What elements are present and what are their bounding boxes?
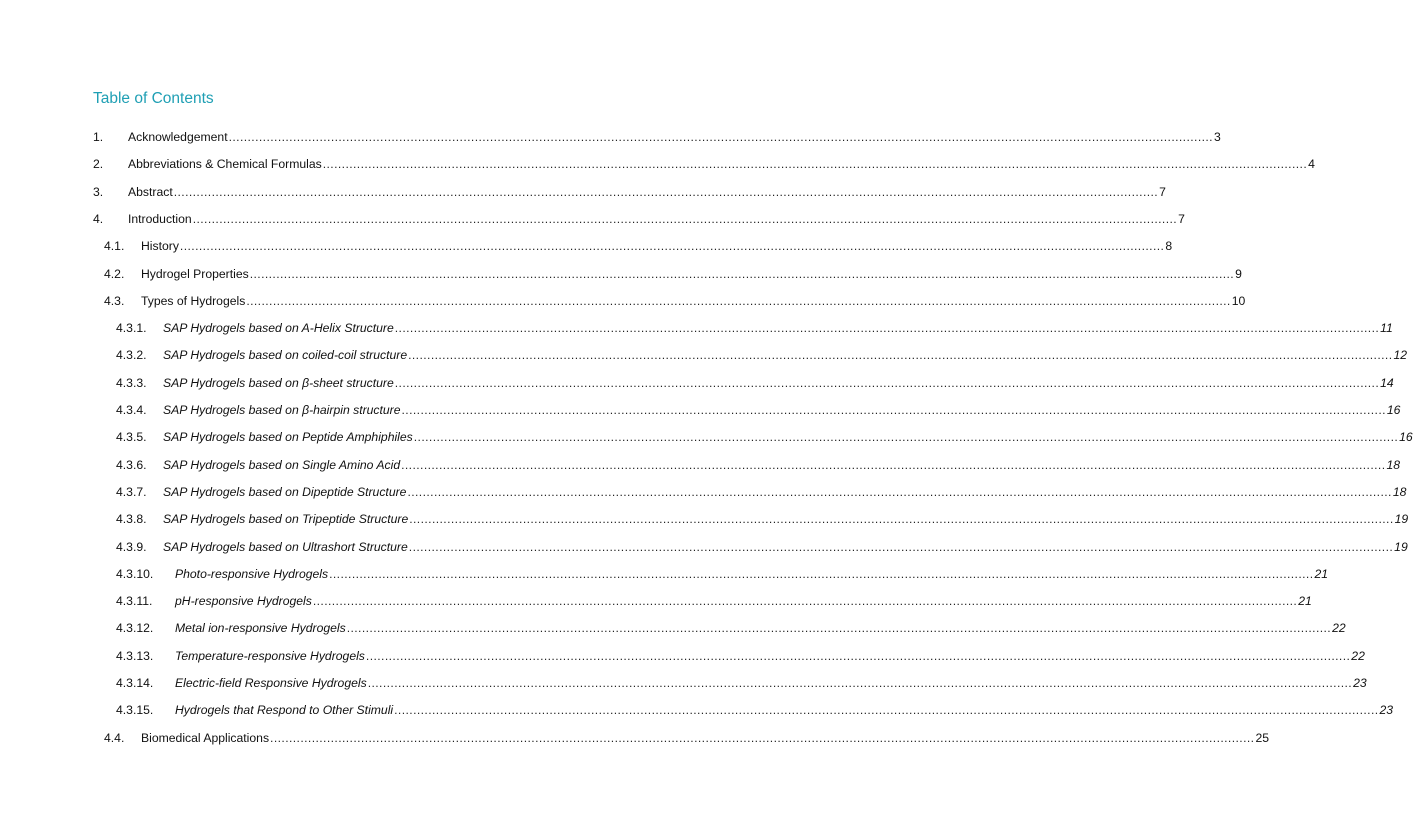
toc-entry[interactable] [0,593,1312,609]
toc-entry-line [163,320,1393,336]
toc-entry-line [163,511,1409,527]
toc-entry-number: 4.3.15. [116,703,154,718]
toc-entry-number: 4.2. [104,266,125,281]
toc-entry-label: pH-responsive Hydrogels [175,594,312,609]
toc-entry-label: Temperature-responsive Hydrogels [175,648,365,663]
toc-entry-page-number: 23 [1379,703,1394,718]
toc-entry-line [163,347,1408,363]
toc-dot-leader: .................................................................................................................................................................................................................................................................... [192,211,1178,226]
toc-entry-line [163,457,1401,473]
toc-entry-line [141,238,1173,254]
toc-entry[interactable] [0,702,1394,718]
toc-entry-number: 4.3.10. [116,566,154,581]
toc-entry-line [141,293,1246,309]
toc-entry-line [175,566,1329,582]
toc-dot-leader: .................................................................................................................................................................................................................................................................... [270,730,1255,745]
toc-entry-line [163,484,1407,500]
toc-entry-label: Photo-responsive Hydrogels [175,566,329,581]
toc-entry-number: 4.3.4. [116,403,147,417]
toc-entry-label: SAP Hydrogels based on Ultrashort Structure [163,539,408,554]
toc-entry-page-number: 16 [1399,430,1413,445]
toc-entry-label: SAP Hydrogels based on coiled-coil structure [163,348,408,363]
toc-entry[interactable] [0,211,1185,227]
toc-entry-label: Abstract [128,184,173,199]
toc-entry-label: Introduction [128,211,192,226]
toc-entry-number: 4.3.1. [116,321,147,336]
toc-entry[interactable] [0,184,1166,200]
toc-entry-number: 4.1. [104,239,125,254]
toc-entry-label: Biomedical Applications [141,730,270,745]
toc-dot-leader: .................................................................................................................................................................................................................................................................... [246,293,1231,308]
toc-entry-label: Electric-field Responsive Hydrogels [175,676,367,690]
toc-entry-page-number: 22 [1332,621,1346,636]
toc-entry-label: Types of Hydrogels [141,293,246,308]
toc-entry-page-number: 14 [1380,375,1394,390]
toc-entry-line [175,620,1346,636]
toc-entry-number: 2. [93,157,104,172]
toc-entry-page-number: 16 [1386,403,1401,417]
toc-dot-leader: .................................................................................................................................................................................................................................................................... [394,321,1380,336]
toc-dot-leader: .................................................................................................................................................................................................................................................................... [407,484,1392,499]
toc-entry-page-number: 19 [1394,539,1408,554]
toc-entry-number: 4.3.6. [116,457,147,472]
toc-entry[interactable] [0,293,1246,309]
toc-entry[interactable] [0,402,1401,418]
toc-dot-leader: .................................................................................................................................................................................................................................................................... [409,512,1394,527]
toc-dot-leader: .................................................................................................................................................................................................................................................................... [173,184,1159,199]
toc-entry-page-number: 25 [1255,730,1269,745]
toc-dot-leader: .................................................................................................................................................................................................................................................................... [367,676,1353,690]
toc-entry-label: Metal ion-responsive Hydrogels [175,621,346,636]
toc-entry[interactable] [0,238,1173,254]
toc-entry-label: SAP Hydrogels based on Peptide Amphiphiles [163,430,413,445]
toc-entry-line [128,129,1221,145]
toc-dot-leader: .................................................................................................................................................................................................................................................................... [401,457,1386,472]
toc-entry[interactable] [0,484,1407,500]
toc-entry-page-number: 7 [1178,211,1185,226]
toc-entry[interactable] [0,156,1315,172]
toc-entry-line [175,675,1367,691]
toc-entry-number: 4.3.3. [116,375,147,390]
toc-entry[interactable] [0,129,1221,145]
toc-entry-page-number: 23 [1353,676,1367,690]
toc-entry-number: 4.4. [104,730,125,745]
toc-title: Table of Contents [93,90,214,107]
toc-entry[interactable] [0,457,1401,473]
toc-entry-page-number: 9 [1235,266,1242,281]
toc-entry-number: 1. [93,130,104,144]
toc-entry-number: 4.3.14. [116,676,154,690]
toc-entry-label: SAP Hydrogels based on Tripeptide Structure [163,512,409,527]
toc-entry-line [163,429,1413,445]
toc-entry-page-number: 10 [1231,293,1246,308]
toc-dot-leader: .................................................................................................................................................................................................................................................................... [228,130,1213,144]
toc-entry-page-number: 7 [1159,184,1166,199]
toc-entry-number: 4. [93,211,104,226]
toc-entry-line [141,266,1242,282]
toc-entry-label: History [141,239,179,254]
toc-entry-number: 4.3.8. [116,512,147,527]
toc-entry-line [175,593,1312,609]
toc-entry[interactable] [0,429,1413,445]
toc-dot-leader: .................................................................................................................................................................................................................................................................... [401,403,1386,417]
toc-entry-label: Abbreviations & Chemical Formulas [128,157,322,172]
toc-entry-label: Hydrogels that Respond to Other Stimuli [175,703,394,718]
toc-entry-line [163,402,1401,418]
toc-entry-label: SAP Hydrogels based on Single Amino Acid [163,457,401,472]
toc-entry-label: Hydrogel Properties [141,266,249,281]
toc-dot-leader: .................................................................................................................................................................................................................................................................... [346,621,1332,636]
toc-entry-label: SAP Hydrogels based on A-Helix Structure [163,321,394,336]
toc-entry-page-number: 18 [1392,484,1407,499]
toc-entry-page-number: 18 [1386,457,1401,472]
toc-entry[interactable] [0,375,1394,391]
toc-entry-page-number: 19 [1394,512,1409,527]
toc-entry-page-number: 8 [1165,239,1173,254]
toc-dot-leader: .................................................................................................................................................................................................................................................................... [413,430,1399,445]
toc-entry-line [163,375,1394,391]
toc-entry[interactable] [0,730,1269,746]
toc-entry-number: 4.3.9. [116,539,147,554]
toc-dot-leader: .................................................................................................................................................................................................................................................................... [365,648,1351,663]
toc-entry[interactable] [0,620,1346,636]
toc-entry-line [128,184,1166,200]
toc-dot-leader: .................................................................................................................................................................................................................................................................... [179,239,1165,254]
toc-entry[interactable] [0,266,1242,282]
toc-entry-number: 4.3.5. [116,430,147,445]
toc-entry-number: 4.3.11. [116,594,153,609]
toc-entry[interactable] [0,566,1329,582]
toc-dot-leader: .................................................................................................................................................................................................................................................................... [394,375,1380,390]
toc-entry-label: SAP Hydrogels based on β-sheet structure [163,375,394,390]
toc-entry-line [175,702,1394,718]
toc-entry-page-number: 3 [1213,130,1221,144]
toc-dot-leader: .................................................................................................................................................................................................................................................................... [312,594,1298,609]
toc-dot-leader: .................................................................................................................................................................................................................................................................... [408,348,1393,363]
toc-entry-number: 4.3.12. [116,621,154,636]
toc-entry[interactable] [0,675,1367,691]
toc-entry-number: 4.3.2. [116,348,147,363]
toc-entry-line [128,156,1315,172]
toc-entry-page-number: 21 [1298,594,1312,609]
toc-entry[interactable] [0,320,1393,336]
toc-entry-page-number: 11 [1380,321,1393,336]
toc-dot-leader: .................................................................................................................................................................................................................................................................... [408,539,1394,554]
toc-entry-label: SAP Hydrogels based on Dipeptide Structure [163,484,407,499]
toc-entry-page-number: 22 [1351,648,1365,663]
toc-dot-leader: .................................................................................................................................................................................................................................................................... [394,703,1379,718]
toc-entry-label: Acknowledgement [128,130,228,144]
toc-entry[interactable] [0,539,1408,555]
toc-entry-line [128,211,1185,227]
toc-entry[interactable] [0,648,1365,664]
toc-entry-number: 4.3. [104,293,125,308]
toc-entry[interactable] [0,511,1409,527]
toc-entry-line [163,539,1408,555]
toc-entry-line [141,730,1269,746]
toc-entry[interactable] [0,347,1408,363]
toc-entry-number: 3. [93,184,104,199]
toc-entry-number: 4.3.13. [116,648,154,663]
toc-entry-page-number: 21 [1314,566,1329,581]
toc-dot-leader: .................................................................................................................................................................................................................................................................... [249,266,1235,281]
toc-dot-leader: .................................................................................................................................................................................................................................................................... [322,157,1308,172]
toc-entry-page-number: 12 [1393,348,1408,363]
toc-entry-page-number: 4 [1308,157,1315,172]
toc-entry-label: SAP Hydrogels based on β-hairpin structure [163,403,401,417]
toc-dot-leader: .................................................................................................................................................................................................................................................................... [329,566,1314,581]
toc-entry-number: 4.3.7. [116,484,147,499]
toc-entry-line [175,648,1365,664]
